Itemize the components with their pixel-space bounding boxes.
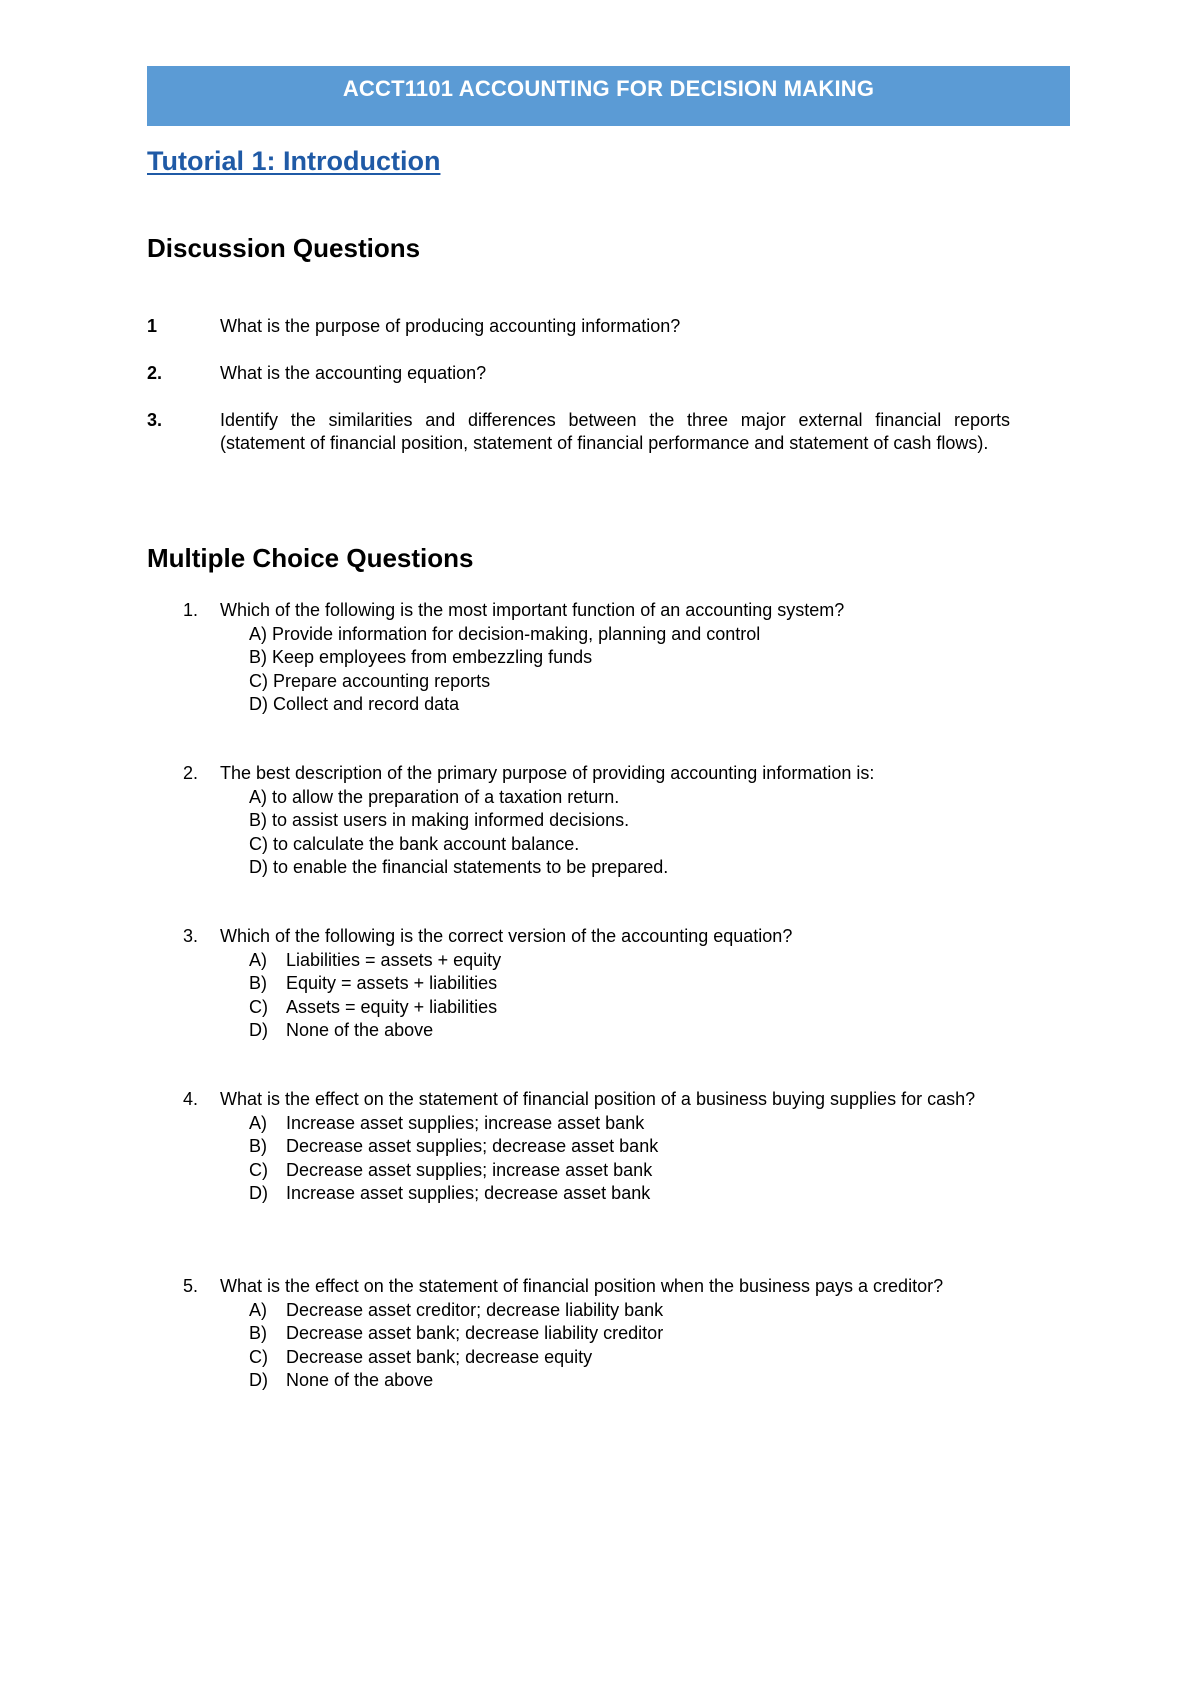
- answer-option: [249, 1182, 1063, 1206]
- course-title: ACCT1101 ACCOUNTING FOR DECISION MAKING: [342, 76, 875, 101]
- option-text: Increase asset supplies; decrease asset bank: [286, 1183, 651, 1203]
- option-text: Prepare accounting reports: [273, 670, 491, 691]
- tutorial-title: Tutorial 1: Introduction: [147, 146, 441, 176]
- answer-option: [249, 1299, 1063, 1323]
- option-text: to assist users in making informed decisions.: [272, 810, 630, 830]
- option-letter: B): [249, 973, 267, 993]
- option-letter: D): [249, 694, 268, 714]
- option-text: Liabilities = assets + equity: [286, 949, 502, 970]
- question-stem: What is the effect on the statement of financial position of a business buying supplies for cash?: [220, 1089, 976, 1109]
- question-text: Identify the similarities and differences between the three major external financial reports (statement of financial position, statement of financial performance and statement of cash flows).: [220, 410, 1010, 453]
- option-text: None of the above: [286, 1020, 434, 1040]
- option-text: to allow the preparation of a taxation return.: [272, 786, 620, 807]
- answer-option: [249, 646, 1063, 670]
- question-text: What is the accounting equation?: [220, 363, 487, 383]
- option-letter: A): [249, 623, 267, 644]
- question-number: 5.: [183, 1276, 199, 1296]
- discussion-heading: Discussion Questions: [147, 233, 421, 263]
- question-stem: What is the effect on the statement of financial position when the business pays a creditor?: [220, 1276, 944, 1296]
- course-banner: [147, 66, 1070, 126]
- option-text: Decrease asset supplies; increase asset bank: [286, 1159, 653, 1180]
- option-text: Collect and record data: [273, 694, 460, 714]
- option-text: to enable the financial statements to be prepared.: [273, 857, 669, 877]
- answer-option: [249, 856, 1063, 880]
- answer-option: [249, 693, 1063, 717]
- mcq-question: [183, 1088, 1063, 1206]
- question-number: 4.: [183, 1089, 199, 1109]
- option-letter: B): [249, 810, 267, 830]
- mcq-question: [183, 925, 1063, 1043]
- option-letter: C): [249, 1159, 268, 1180]
- answer-option: [249, 809, 1063, 833]
- answer-option: [249, 1369, 1063, 1393]
- option-letter: A): [249, 786, 267, 807]
- option-text: to calculate the bank account balance.: [273, 833, 580, 854]
- answer-option: [249, 833, 1063, 857]
- answer-option: [249, 1346, 1063, 1370]
- mcq-question: [183, 599, 1063, 717]
- mcq-question: [183, 762, 1063, 880]
- option-letter: A): [249, 949, 267, 970]
- answer-option: [249, 786, 1063, 810]
- option-text: Provide information for decision-making, planning and control: [272, 623, 761, 644]
- answer-option: [249, 1112, 1063, 1136]
- option-letter: C): [249, 833, 268, 854]
- discussion-question: [147, 409, 1010, 455]
- option-text: Keep employees from embezzling funds: [272, 647, 593, 667]
- option-letter: B): [249, 1323, 267, 1343]
- option-letter: B): [249, 1136, 267, 1156]
- option-letter: D): [249, 1183, 268, 1203]
- discussion-question: [147, 362, 1010, 385]
- option-letter: A): [249, 1299, 267, 1320]
- question-text: What is the purpose of producing accounting information?: [220, 316, 681, 336]
- question-number: 3.: [183, 926, 199, 946]
- discussion-question: [147, 315, 1010, 338]
- question-stem: Which of the following is the correct version of the accounting equation?: [220, 926, 793, 946]
- option-text: Decrease asset supplies; decrease asset bank: [286, 1136, 659, 1156]
- option-text: Assets = equity + liabilities: [286, 996, 498, 1017]
- option-letter: D): [249, 1020, 268, 1040]
- option-text: None of the above: [286, 1370, 434, 1390]
- option-text: Decrease asset bank; decrease liability creditor: [286, 1323, 664, 1343]
- answer-option: [249, 949, 1063, 973]
- mcq-question: [183, 1275, 1063, 1393]
- mcq-heading: Multiple Choice Questions: [147, 543, 474, 573]
- question-number: 2.: [147, 363, 163, 383]
- option-letter: A): [249, 1112, 267, 1133]
- answer-option: [249, 972, 1063, 996]
- answer-option: [249, 1159, 1063, 1183]
- option-text: Decrease asset creditor; decrease liability bank: [286, 1299, 664, 1320]
- option-letter: D): [249, 1370, 268, 1390]
- option-letter: C): [249, 1346, 268, 1367]
- question-number: 1: [147, 316, 158, 336]
- option-text: Decrease asset bank; decrease equity: [286, 1346, 593, 1367]
- option-text: Equity = assets + liabilities: [286, 973, 498, 993]
- option-letter: C): [249, 670, 268, 691]
- answer-option: [249, 1019, 1063, 1043]
- option-letter: C): [249, 996, 268, 1017]
- answer-option: [249, 1322, 1063, 1346]
- question-stem: Which of the following is the most important function of an accounting system?: [220, 600, 845, 620]
- answer-option: [249, 1135, 1063, 1159]
- option-text: Increase asset supplies; increase asset bank: [286, 1112, 645, 1133]
- answer-option: [249, 996, 1063, 1020]
- option-letter: B): [249, 647, 267, 667]
- option-letter: D): [249, 857, 268, 877]
- question-stem: The best description of the primary purpose of providing accounting information is:: [220, 763, 875, 783]
- question-number: 1.: [183, 600, 199, 620]
- question-number: 2.: [183, 763, 199, 783]
- answer-option: [249, 623, 1063, 647]
- answer-option: [249, 670, 1063, 694]
- question-number: 3.: [147, 410, 163, 430]
